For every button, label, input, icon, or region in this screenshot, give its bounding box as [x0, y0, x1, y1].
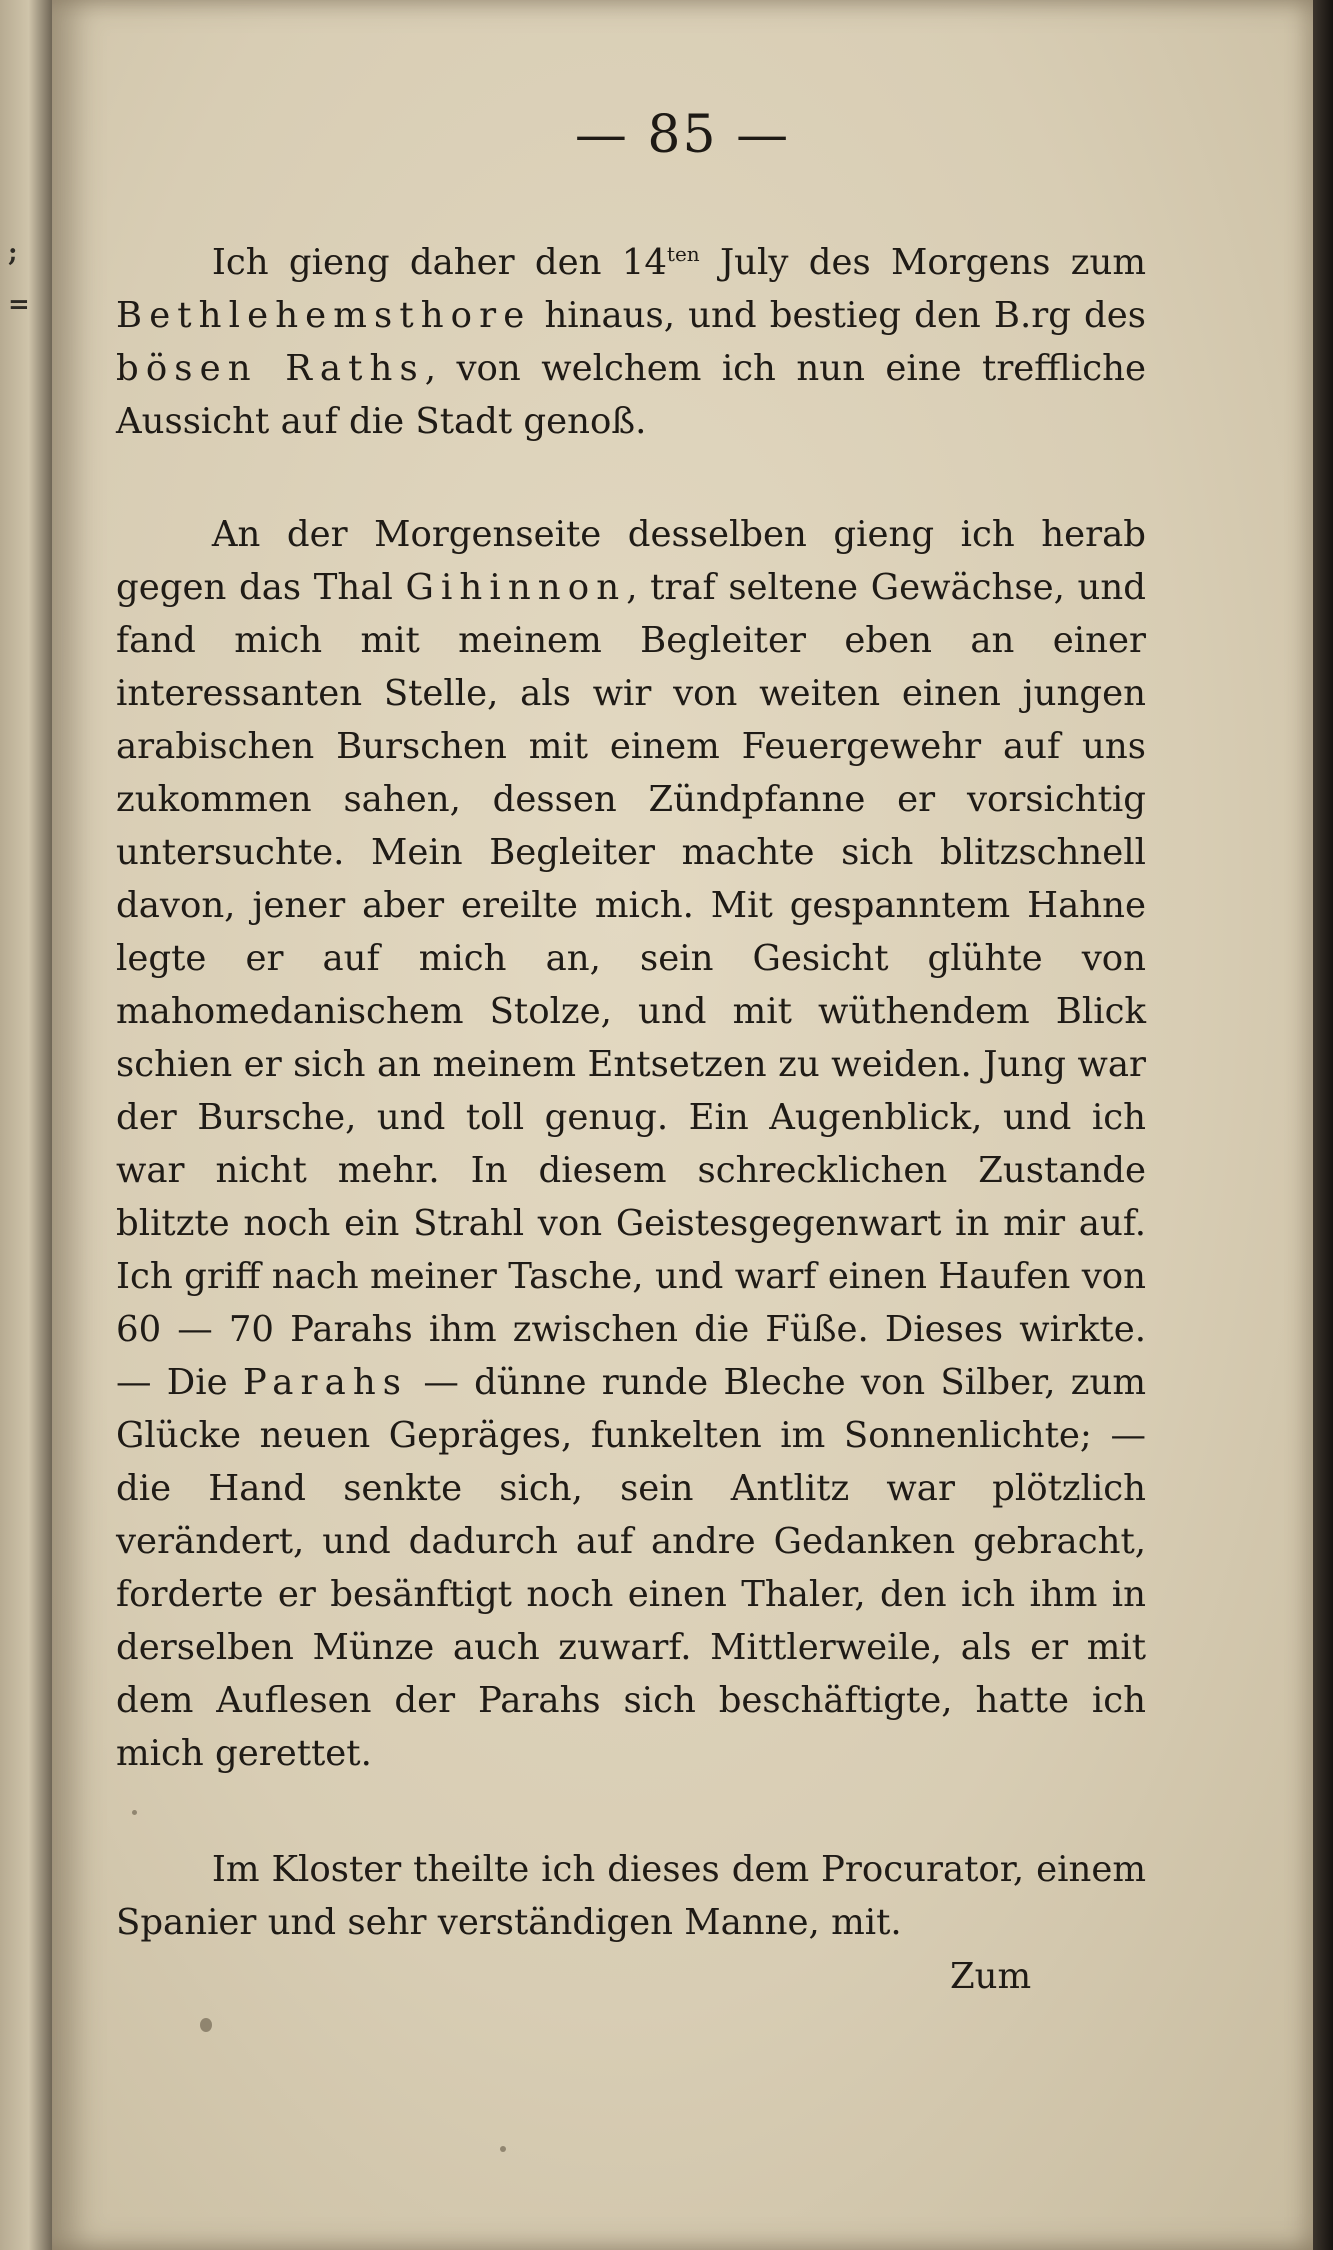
text-run: hinaus, und bestieg den B.rg des — [531, 294, 1146, 336]
superscript: ten — [666, 242, 700, 266]
paragraph-2 — [116, 508, 1146, 1780]
facing-page-edge — [0, 0, 52, 2250]
page-number: — 85 — — [574, 105, 791, 165]
paragraph-3 — [116, 1843, 1146, 1949]
text-run: An der Morgenseite desselben gieng ich herab gegen das Thal — [116, 514, 1146, 608]
spaced-name: Parahs — [242, 1362, 409, 1403]
text-run: July des Morgens zum — [699, 241, 1146, 283]
text-run: , traf seltene Gewächse, und fand mich mit meinem Begleiter eben an einer interessanten Stelle, als wir von weiten einen jungen arabischen Burschen mit einem Feuergewehr auf uns zukommen sahen, dessen Zündpfanne er vorsichtig untersuchte. Mein Begleiter machte sich blitzschnell davon, jener aber ereilte mich. Mit gespanntem Hahne legte er auf mich an, sein Gesicht glühte von mahomedanischem Stolze, und mit wüthendem Blick schien er sich an meinem Entsetzen zu weiden. Jung war der Bursche, und toll genug. Ein Augenblick, und ich war nicht mehr. In diesem schrecklichen Zustande blitzte noch ein Strahl von Geistesgegenwart in mir auf. Ich griff nach meiner Tasche, und warf einen Haufen von 60 — 70 Parahs ihm zwischen die Füße. Dieses wirkte. — Die — [116, 567, 1146, 1403]
facing-page-mark: ; — [8, 238, 18, 268]
text-run: — dünne runde Bleche von Silber, zum Glücke neuen Gepräges, funkelten im Sonnenlichte; — die Hand senkte sich, sein Antlitz war plötzlich verändert, und dadurch auf andre Gedanken gebracht, forderte er besänftigt noch einen Thaler, den ich ihm in derselben Münze auch zuwarf. Mittlerweile, als er mit dem Auflesen der Parahs sich beschäftigte, hatte ich mich gerettet. — [116, 1362, 1146, 1774]
spaced-name: Gihinnon — [405, 567, 627, 608]
catchword: Zum — [950, 1956, 1032, 1997]
binding-edge — [1313, 0, 1333, 2250]
spaced-name: Bethlehemsthore — [116, 294, 532, 336]
ink-speck — [132, 1810, 137, 1815]
text-run: Im Kloster theilte ich dieses dem Procurator, einem Spanier und sehr verständigen Manne, mit. — [116, 1849, 1146, 1943]
facing-page-mark: = — [8, 290, 30, 320]
text-run: Ich gieng daher den 14 — [211, 241, 667, 283]
text-run: , von welchem ich nun eine treffliche Aussicht auf die Stadt genoß. — [116, 347, 1146, 442]
ink-speck — [500, 2146, 506, 2152]
book-page — [52, 0, 1313, 2250]
paragraph-1 — [116, 228, 1146, 448]
ink-speck — [200, 2018, 212, 2032]
spaced-name: bösen Raths — [116, 347, 425, 389]
